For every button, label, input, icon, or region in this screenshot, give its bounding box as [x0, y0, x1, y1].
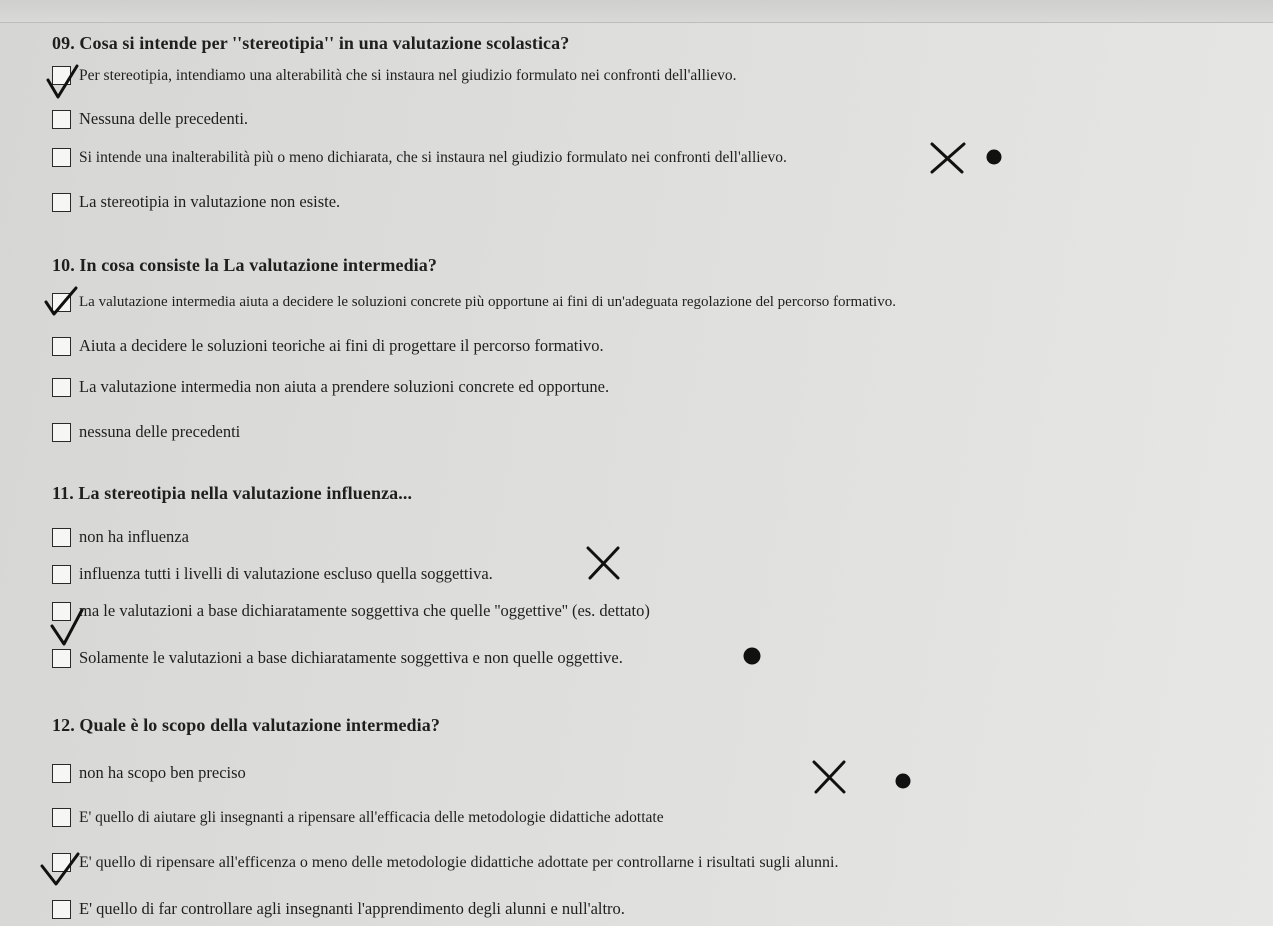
q10-option-4[interactable]: [52, 422, 240, 442]
q11-option-1-label: non ha influenza: [79, 527, 189, 546]
q09-dot-icon: [983, 146, 1005, 168]
q12-option-1[interactable]: [52, 763, 246, 783]
q11-option-2-checkbox[interactable]: [52, 565, 71, 584]
q11-option-4[interactable]: [52, 648, 623, 668]
q10-option-3-checkbox[interactable]: [52, 378, 71, 397]
q12-option-3-checkbox[interactable]: [52, 853, 71, 872]
q11-cross-icon: [584, 544, 624, 582]
q12-option-3[interactable]: [52, 853, 838, 872]
q12-option-4-checkbox[interactable]: [52, 900, 71, 919]
q12-option-4-label: E' quello di far controllare agli insegnanti l'apprendimento degli alunni e null'altro.: [79, 899, 625, 918]
q12-option-1-label: non ha scopo ben preciso: [79, 763, 246, 782]
q09-cross-icon: [928, 140, 968, 176]
q10-option-2-label: Aiuta a decidere le soluzioni teoriche ai fini di progettare il percorso formativo.: [79, 336, 604, 355]
q12-dot-icon: [892, 770, 914, 792]
q12-option-4[interactable]: [52, 899, 625, 919]
q09-option-4-label: La stereotipia in valutazione non esiste.: [79, 192, 341, 211]
q11-option-2-label: influenza tutti i livelli di valutazione escluso quella soggettiva.: [79, 564, 493, 583]
q09-option-4-checkbox[interactable]: [52, 193, 71, 212]
q10-option-2[interactable]: [52, 336, 604, 356]
q11-option-3[interactable]: [52, 601, 650, 621]
q11-option-4-checkbox[interactable]: [52, 649, 71, 668]
q09-option-4[interactable]: [52, 192, 340, 212]
question-10-title: 10. In cosa consiste la La valutazione intermedia?: [52, 255, 437, 275]
q10-option-1-checkbox[interactable]: [52, 293, 71, 312]
question-09-title: 09. Cosa si intende per ''stereotipia'' in una valutazione scolastica?: [52, 33, 570, 53]
q10-option-2-checkbox[interactable]: [52, 337, 71, 356]
q09-option-2-checkbox[interactable]: [52, 110, 71, 129]
q12-option-3-label: E' quello di ripensare all'efficenza o meno delle metodologie didattiche adottate per controllarne i risultati sugli alunni.: [79, 853, 839, 871]
q11-option-1-checkbox[interactable]: [52, 528, 71, 547]
q09-option-3-label: Si intende una inalterabilità più o meno dichiarata, che si instaura nel giudizio formulato nei confronti dell'allievo.: [79, 148, 787, 166]
q11-option-2[interactable]: [52, 564, 493, 584]
question-12-title: 12. Quale è lo scopo della valutazione intermedia?: [52, 715, 440, 735]
q12-option-2-checkbox[interactable]: [52, 808, 71, 827]
q09-option-1-label: Per stereotipia, intendiamo una alterabilità che si instaura nel giudizio formulato nei confronti dell'allievo.: [79, 66, 737, 84]
q10-option-4-checkbox[interactable]: [52, 423, 71, 442]
question-11-title: 11. La stereotipia nella valutazione influenza...: [52, 483, 413, 503]
q11-dot-icon: [740, 644, 764, 668]
q09-option-3-checkbox[interactable]: [52, 148, 71, 167]
q12-option-2-label: E' quello di aiutare gli insegnanti a ripensare all'efficacia delle metodologie didattiche adottate: [79, 808, 664, 826]
q11-option-1[interactable]: [52, 527, 189, 547]
q12-option-1-checkbox[interactable]: [52, 764, 71, 783]
q09-option-3[interactable]: [52, 148, 787, 167]
q10-option-1[interactable]: [52, 293, 896, 312]
q09-option-2-label: Nessuna delle precedenti.: [79, 109, 249, 128]
q10-option-4-label: nessuna delle precedenti: [79, 422, 241, 441]
page-top-edge: [0, 0, 1273, 23]
q11-option-3-checkbox[interactable]: [52, 602, 71, 621]
q10-option-1-label: La valutazione intermedia aiuta a decidere le soluzioni concrete più opportune ai fini di un'adeguata regolazione del percorso formativo.: [79, 294, 896, 310]
q09-option-1[interactable]: [52, 66, 736, 85]
q10-option-3[interactable]: [52, 377, 609, 397]
q11-option-3-label: ma le valutazioni a base dichiaratamente soggettiva che quelle ''oggettive'' (es. dettato): [79, 601, 650, 620]
q12-cross-icon: [810, 758, 850, 796]
q09-option-1-checkbox[interactable]: [52, 66, 71, 85]
q12-option-2[interactable]: [52, 808, 664, 827]
q09-option-2[interactable]: [52, 109, 248, 129]
q10-option-3-label: La valutazione intermedia non aiuta a prendere soluzioni concrete ed opportune.: [79, 377, 610, 396]
q11-option-4-label: Solamente le valutazioni a base dichiaratamente soggettiva e non quelle oggettive.: [79, 648, 623, 667]
